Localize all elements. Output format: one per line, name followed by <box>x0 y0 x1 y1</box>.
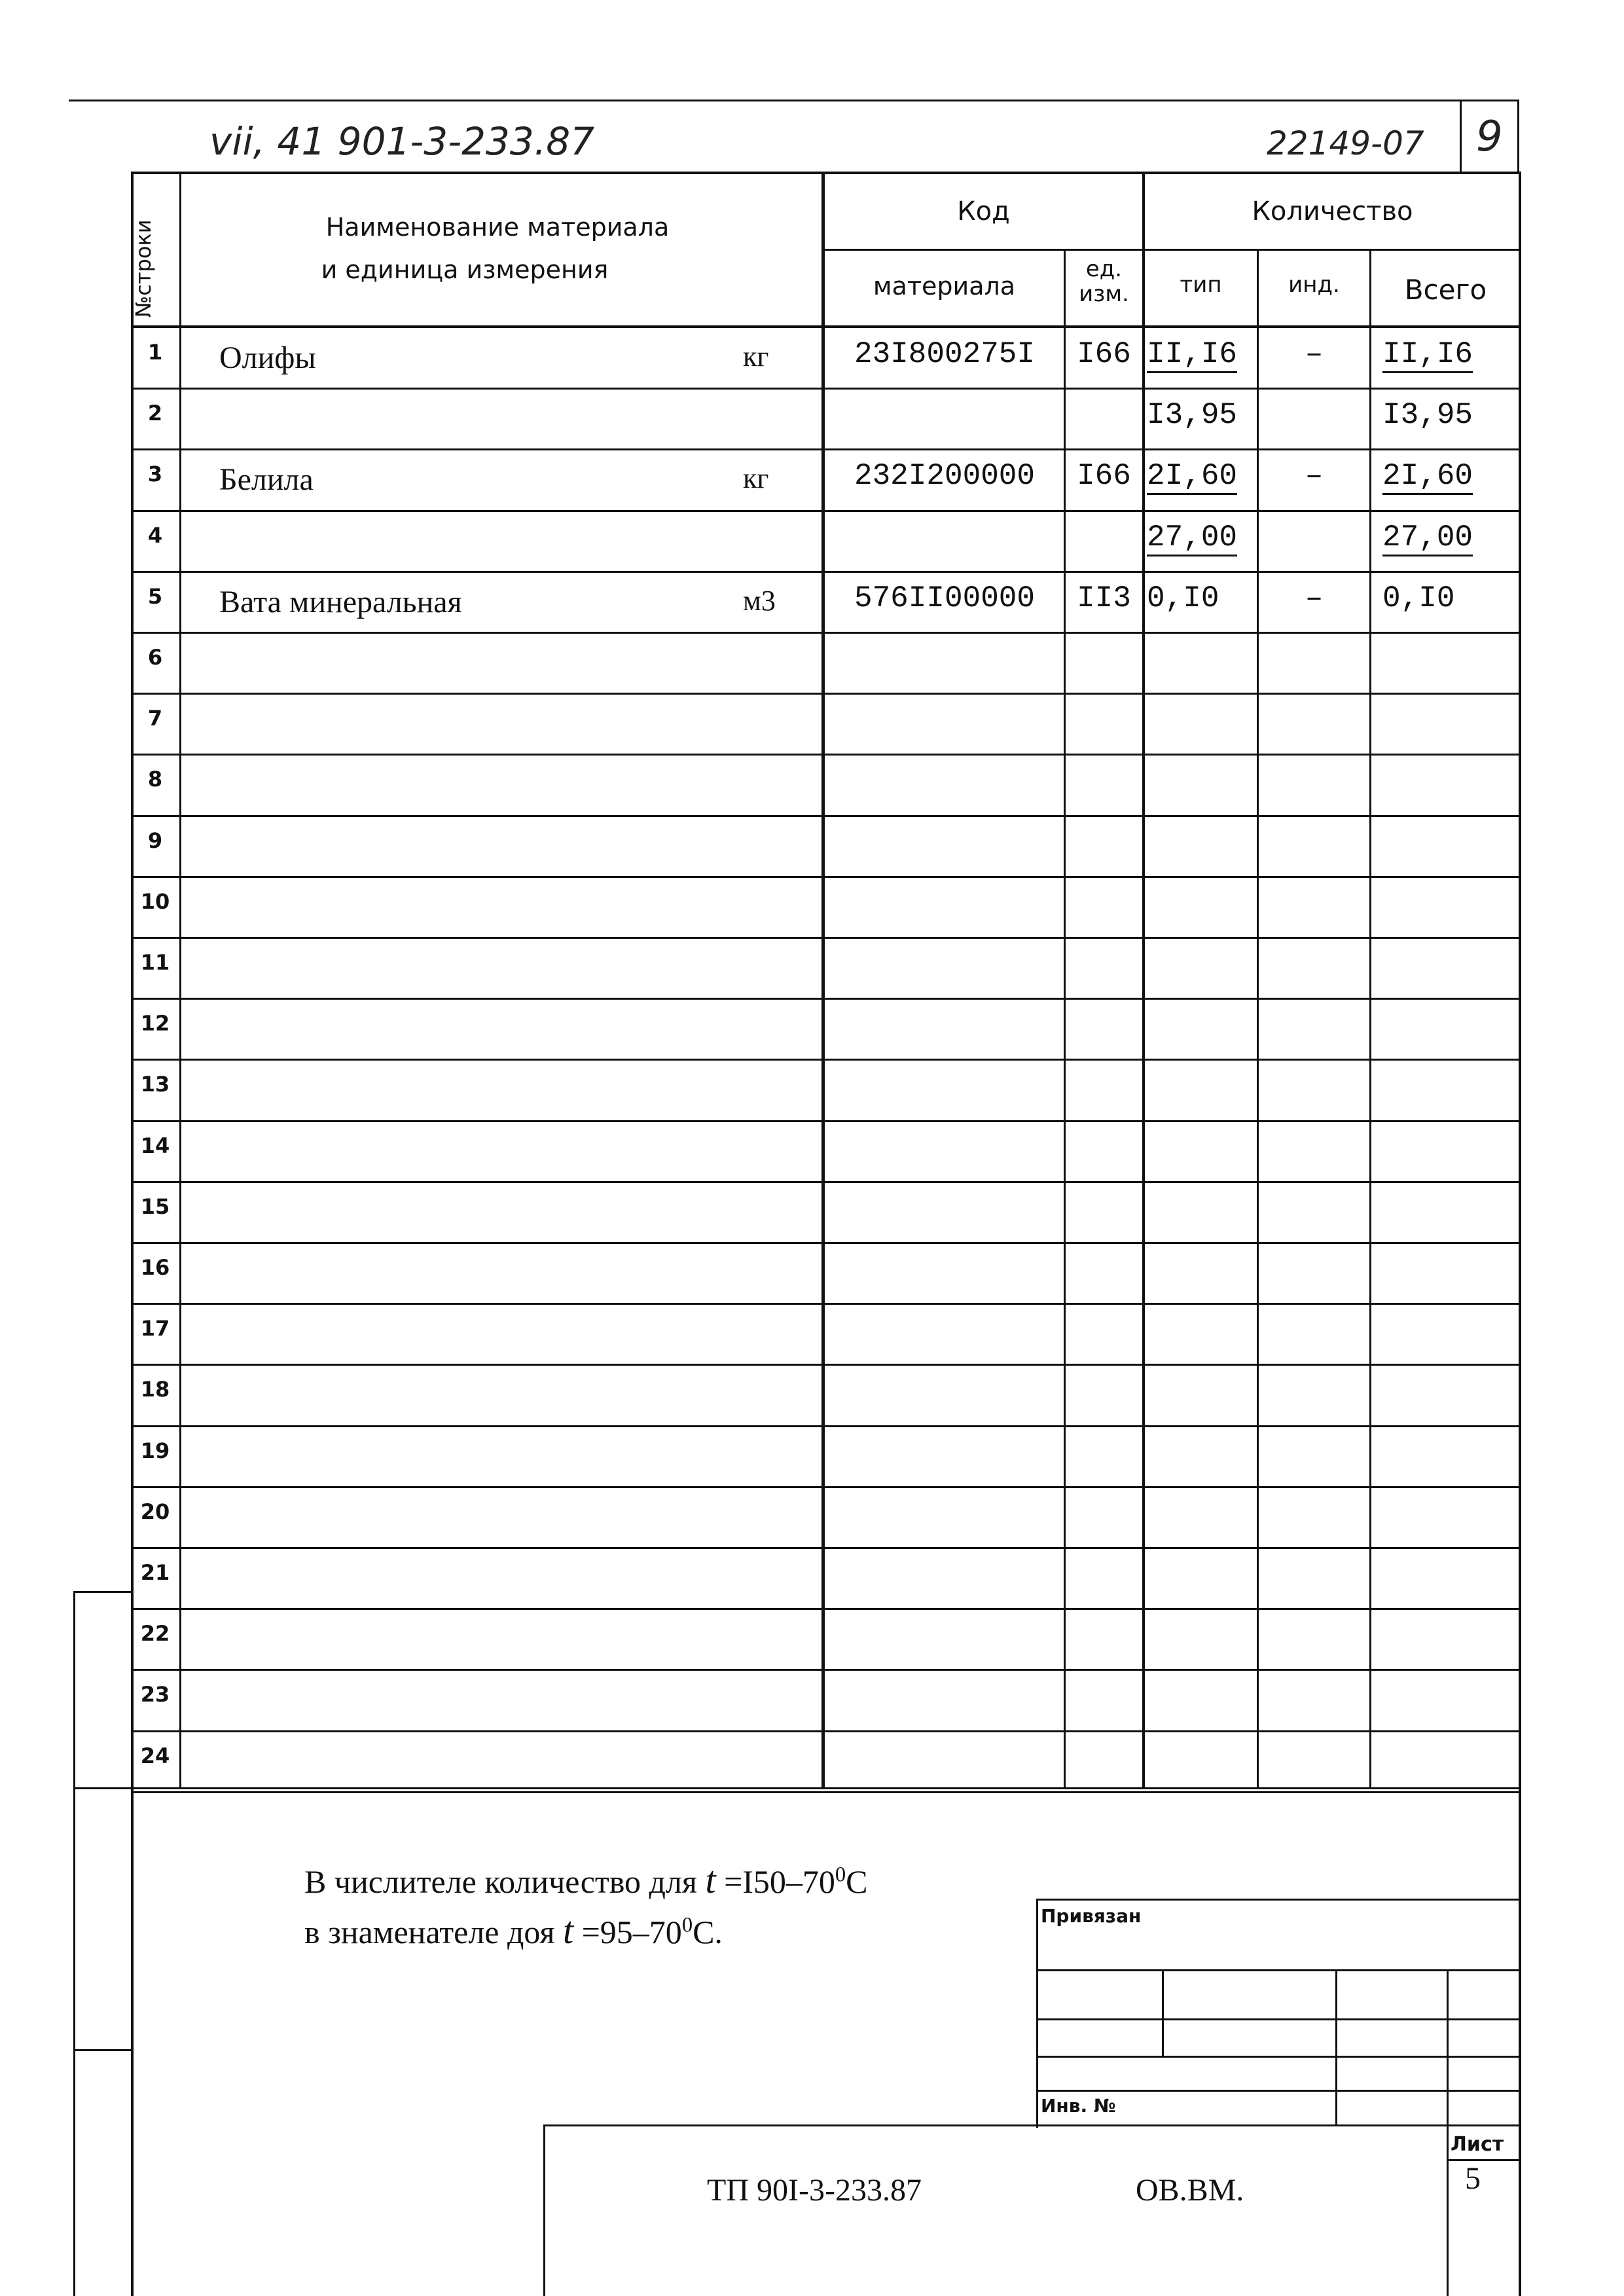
row-divider <box>131 1791 1520 1793</box>
binding-line-a <box>73 1591 75 2296</box>
col-line-qty <box>1142 172 1145 1787</box>
doc-handwritten-code: vii, 41 901-3-233.87 <box>209 119 595 164</box>
note-line1-value: =I50–70 <box>724 1863 835 1900</box>
row-divider <box>131 1303 1520 1305</box>
row-qty-type: I3,95 <box>1147 398 1238 432</box>
row-qty-total: 0,I0 <box>1382 581 1455 615</box>
row-divider <box>131 1486 1520 1488</box>
row-number: 21 <box>140 1560 170 1585</box>
row-qty-type: 0,I0 <box>1147 581 1219 615</box>
footer-sheet-label: Лист <box>1451 2133 1504 2156</box>
header-mid-rule <box>821 249 1520 251</box>
row-number: 19 <box>140 1438 170 1463</box>
row-divider <box>131 876 1520 878</box>
footer-sheet-divider <box>1447 2124 1449 2296</box>
note-line2-unit: C. <box>693 1914 723 1950</box>
sheet-number: 9 <box>1476 113 1503 161</box>
row-number: 15 <box>140 1194 170 1219</box>
row-divider <box>131 937 1520 939</box>
note-line2-value: =95–70 <box>581 1914 682 1950</box>
col-line-name <box>821 172 825 1787</box>
row-divider <box>131 571 1520 573</box>
header-name-line2: и единица измерения <box>321 255 609 284</box>
top-rule <box>69 100 1519 101</box>
header-rownum: №строки <box>131 219 156 318</box>
stamp-top <box>1036 1899 1520 1901</box>
row-number: 23 <box>140 1682 170 1707</box>
note-line1-var: t <box>705 1859 716 1901</box>
row-number: 20 <box>140 1499 170 1524</box>
header-qty-total: Всего <box>1404 274 1487 306</box>
row-number: 18 <box>140 1377 170 1402</box>
header-code-material: материала <box>873 272 1016 301</box>
row-divider <box>131 1547 1520 1549</box>
row-qty-ind: – <box>1305 337 1324 371</box>
header-rule <box>131 172 1519 174</box>
row-material-code: 576II00000 <box>854 581 1036 615</box>
row-divider <box>131 1669 1520 1671</box>
header-qty-ind: инд. <box>1288 272 1340 298</box>
footer-doc-code: ТП 90I-3-233.87 <box>707 2173 922 2208</box>
row-material-code: 23I800275I <box>854 337 1036 371</box>
row-material-code: 232I200000 <box>854 459 1036 493</box>
row-qty-type: 27,00 <box>1147 520 1237 556</box>
row-number: 17 <box>140 1316 170 1341</box>
row-number: 7 <box>147 706 163 731</box>
row-number: 8 <box>147 767 163 792</box>
col-line-num <box>179 172 181 1787</box>
row-number: 10 <box>140 889 170 914</box>
row-number: 9 <box>147 828 163 853</box>
doc-handwritten-number: 22149-07 <box>1267 124 1424 162</box>
stamp-attached-label: Привязан <box>1041 1905 1142 1927</box>
row-qty-ind: – <box>1305 581 1324 615</box>
row-qty-ind: – <box>1305 459 1324 493</box>
row-divider <box>131 693 1520 695</box>
row-material-name: Олифы <box>219 340 316 375</box>
row-qty-total: 2I,60 <box>1382 459 1473 495</box>
stamp-left <box>1036 1899 1038 2128</box>
note-line-1 <box>304 1858 868 1902</box>
row-number: 2 <box>147 401 163 426</box>
row-number: 6 <box>147 645 163 670</box>
header-quantity: Количество <box>1252 196 1413 227</box>
row-divider <box>131 998 1520 1000</box>
row-number: 16 <box>140 1255 170 1280</box>
stamp-col2 <box>1335 1969 1337 2126</box>
header-qty-type: тип <box>1180 272 1222 298</box>
row-qty-total: I3,95 <box>1382 398 1473 432</box>
row-divider <box>131 1425 1520 1427</box>
row-number: 11 <box>140 950 170 975</box>
sheet-box-left <box>1460 100 1462 173</box>
row-divider <box>131 815 1520 817</box>
note-line2-var: t <box>562 1909 574 1952</box>
row-number: 4 <box>147 523 163 548</box>
row-divider <box>131 632 1520 634</box>
binding-line-b <box>73 1591 132 1593</box>
header-name-line1: Наименование материала <box>325 213 670 242</box>
row-divider <box>131 510 1520 512</box>
row-number: 5 <box>147 584 163 609</box>
row-qty-type: II,I6 <box>1147 337 1237 373</box>
row-qty-type: 2I,60 <box>1147 459 1237 495</box>
row-material-name: Белила <box>219 462 314 497</box>
row-number: 14 <box>140 1133 170 1158</box>
row-unit-code: I66 <box>1077 459 1131 493</box>
row-unit: м3 <box>743 585 776 617</box>
footer-doc-section: ОВ.ВМ. <box>1136 2173 1244 2208</box>
binding-line-d <box>73 2049 132 2051</box>
row-divider <box>131 1608 1520 1610</box>
note-line-2 <box>304 1908 723 1952</box>
row-qty-total: II,I6 <box>1382 337 1473 373</box>
row-divider <box>131 754 1520 756</box>
note-line1-deg: 0 <box>835 1863 846 1887</box>
row-qty-total: 27,00 <box>1382 520 1473 556</box>
row-number: 1 <box>147 340 163 365</box>
row-number: 13 <box>140 1072 170 1097</box>
row-number: 22 <box>140 1621 170 1646</box>
row-divider <box>131 1364 1520 1366</box>
row-number: 24 <box>140 1743 170 1768</box>
row-divider <box>131 1181 1520 1183</box>
col-line-total <box>1369 249 1371 1787</box>
row-number: 3 <box>147 462 163 486</box>
row-divider <box>131 448 1520 450</box>
header-code: Код <box>957 196 1010 227</box>
row-divider <box>131 1120 1520 1122</box>
left-frame <box>131 172 134 2296</box>
stamp-inv-label: Инв. № <box>1041 2095 1116 2117</box>
row-unit: кг <box>743 340 769 373</box>
row-unit-code: I66 <box>1077 337 1131 371</box>
row-divider <box>131 1730 1520 1732</box>
row-unit-code: II3 <box>1077 581 1131 615</box>
note-line1-prefix: В числителе количество для <box>304 1863 697 1900</box>
footer-left <box>543 2124 545 2296</box>
row-material-name: Вата минеральная <box>219 585 462 619</box>
stamp-col1 <box>1162 1969 1164 2057</box>
footer-sheet-rule <box>1447 2159 1520 2161</box>
header-bottom-rule <box>131 325 1520 328</box>
row-number: 12 <box>140 1011 170 1036</box>
header-code-unit: ед. изм. <box>1079 256 1129 307</box>
sheet-box-right <box>1517 100 1519 173</box>
row-unit: кг <box>743 462 769 494</box>
footer-top <box>543 2124 1520 2126</box>
binding-line-c <box>73 1787 1520 1789</box>
right-frame <box>1519 172 1521 2296</box>
note-line1-unit: C <box>846 1863 868 1900</box>
row-divider <box>131 1059 1520 1061</box>
stamp-col3 <box>1447 1969 1449 2126</box>
note-line2-prefix: в знаменателе доя <box>304 1914 555 1950</box>
footer-sheet-value: 5 <box>1465 2161 1481 2196</box>
note-line2-deg: 0 <box>681 1913 693 1937</box>
row-divider <box>131 388 1520 390</box>
row-divider <box>131 1242 1520 1244</box>
